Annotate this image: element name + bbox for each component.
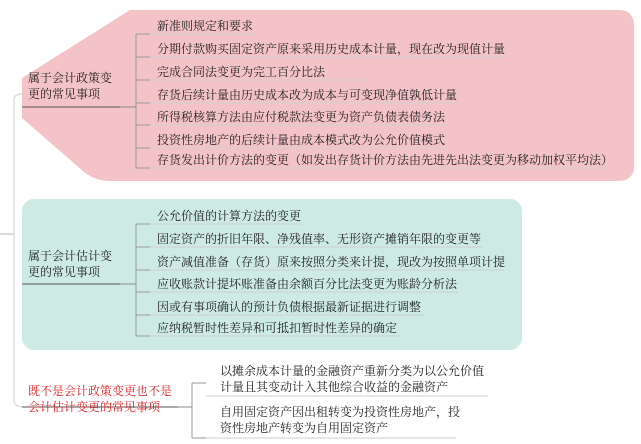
estimate-item-4: 应收账款计提坏账准备由余额百分比法变更为账龄分析法 [157,277,458,291]
estimate-item-6: 应纳税暂时性差异和可抵扣暂时性差异的确定 [157,321,398,335]
neither-region [0,350,641,444]
neither-item-2: 自用固定资产因出租转变为投资性房地产，投资性房地产转变为自用固定资产 [220,405,461,435]
estimate-item-1: 公允价值的计算方法的变更 [157,209,302,223]
neither-label: 既不是会计政策变更也不是会计估计变更的常见事项 [28,384,173,414]
policy-item-5: 所得税核算方法由应付税款法变更为资产负债表债务法 [157,110,446,124]
estimate-item-5: 因或有事项确认的预计负债根据最新证据进行调整 [157,300,422,314]
estimate-item-2: 固定资产的折旧年限、净残值率、无形资产摊销年限的变更等 [157,232,482,246]
estimate-item-3: 资产减值准备（存货）原来按照分类来计提，现改为按照单项计提 [157,255,506,269]
estimate-label: 属于会计估计变更的常见事项 [28,249,113,279]
policy-item-3: 完成合同法变更为完工百分比法 [157,65,326,79]
policy-label: 属于会计政策变更的常见事项 [28,71,113,101]
policy-item-2: 分期付款购买固定资产原来采用历史成本计量，现在改为现值计量 [157,42,506,56]
neither-item-1: 以摊余成本计量的金融资产重新分类为以公允价值计量且其变动计入其他综合收益的金融资产 [220,364,485,394]
policy-item-4: 存货后续计量由历史成本改为成本与可变现净值孰低计量 [157,88,458,102]
policy-item-7: 存货发出计价方法的变更（如发出存货计价方法由先进先出法变更为移动加权平均法） [157,153,614,167]
policy-item-1: 新准则规定和要求 [157,19,254,33]
policy-item-6: 投资性房地产的后续计量由成本模式改为公允价值模式 [157,133,446,147]
